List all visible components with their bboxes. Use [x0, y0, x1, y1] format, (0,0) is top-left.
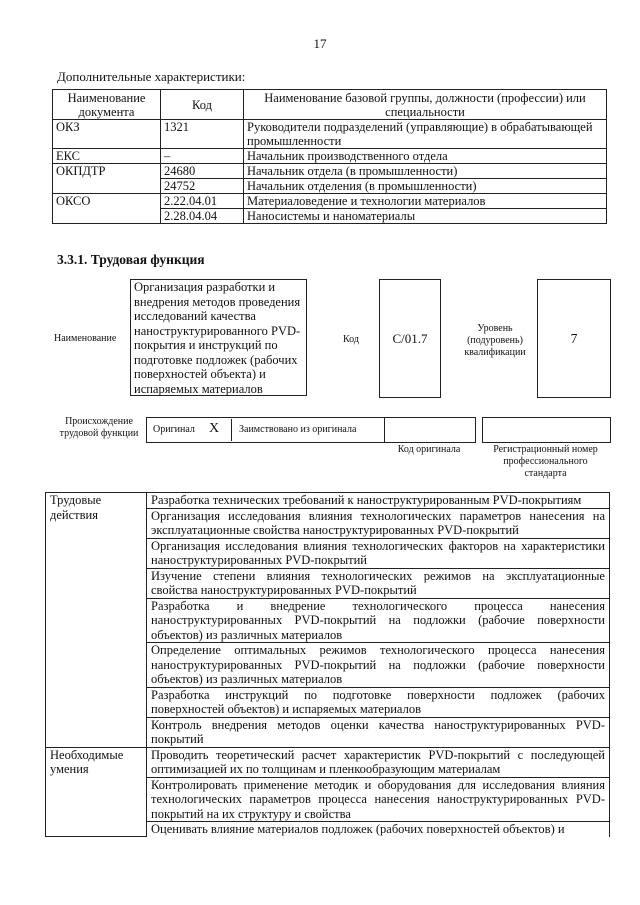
skill-item: Контролировать применение методик и оборудования для исследования влияния технологических параметров процесса нанесения наноструктурированных PVD-покрытий на их структуру и свойства — [147, 777, 610, 822]
table-row — [46, 747, 610, 777]
labor-function-table — [45, 492, 610, 837]
cell-code: 24752 — [161, 179, 244, 194]
qualification-level-box: 7 — [537, 279, 611, 398]
table-row — [53, 149, 607, 164]
origin-divider — [231, 419, 232, 441]
table-row — [53, 120, 607, 149]
qualification-level-label: Уровень (подуровень) квалификации — [464, 323, 526, 358]
labor-action-item: Контроль внедрения методов оценки качества наноструктурированных PVD-покрытий — [147, 717, 610, 747]
reg-number-box — [482, 417, 611, 443]
section-title: 3.3.1. Трудовая функция — [57, 252, 205, 267]
cell-code: 1321 — [161, 120, 244, 149]
labor-action-item: Разработка технических требований к наноструктурированным PVD-покрытиям — [147, 493, 610, 509]
code-original-caption: Код оригинала — [397, 444, 461, 455]
labor-action-item: Разработка и внедрение технологического процесса нанесения наноструктурированных PVD-покрытий на подложки (рабочие поверхности объектов) из различных материалов — [147, 598, 610, 643]
skill-item: Оценивать влияние материалов подложек (рабочих поверхностей объектов) и — [147, 822, 610, 837]
borrowed-label: Заимствовано из оригинала — [239, 424, 357, 435]
origin-label: Происхождение трудовой функции — [59, 416, 139, 439]
original-label: Оригинал — [153, 424, 195, 435]
cell-code: 2.28.04.04 — [161, 209, 244, 224]
cell-doc: ОКСО — [53, 194, 161, 224]
cell-doc: ЕКС — [53, 149, 161, 164]
function-name-label: Наименование — [54, 333, 117, 344]
labor-actions-label: Трудовые действия — [46, 493, 147, 748]
cell-name: Материаловедение и технологии материалов — [244, 194, 607, 209]
header-group-name: Наименование базовой группы, должности (профессии) или специальности — [244, 90, 607, 120]
header-code: Код — [161, 90, 244, 120]
original-mark: X — [209, 421, 220, 436]
table-row — [53, 194, 607, 209]
cell-name: Руководители подразделений (управляющие) в обрабатывающей промышленности — [244, 120, 607, 149]
skills-label: Необходимые умения — [46, 747, 147, 837]
labor-action-item: Организация исследования влияния технологических факторов на характеристики наноструктурированных PVD-покрытий — [147, 538, 610, 568]
function-name-box: Организация разработки и внедрения методов проведения исследований качества наноструктурированного PVD-покрытия и инструкций по подготовке подложек (рабочих поверхностей объекта) и испаряемых материалов — [130, 279, 307, 396]
code-label: Код — [343, 334, 359, 345]
cell-name: Начальник отдела (в промышленности) — [244, 164, 607, 179]
header-doc-name: Наименование документа — [53, 90, 161, 120]
labor-action-item: Изучение степени влияния технологических режимов на эксплуатационные свойства наноструктурированных PVD-покрытий — [147, 568, 610, 598]
page-number: 17 — [313, 36, 327, 51]
table-row — [46, 493, 610, 509]
additional-characteristics-heading: Дополнительные характеристики: — [57, 69, 246, 84]
reg-number-caption: Регистрационный номер профессионального стандарта — [493, 444, 598, 479]
labor-action-item: Организация исследования влияния технологических параметров нанесения на эксплуатационные свойства наноструктурированных PVD-покрытий — [147, 508, 610, 538]
labor-action-item: Определение оптимальных режимов технологического процесса нанесения наноструктурированных PVD-покрытий на подложки (рабочие поверхности объектов) из различных материалов — [147, 643, 610, 688]
origin-box — [146, 417, 385, 443]
table-header-row — [53, 90, 607, 120]
classification-table — [52, 89, 607, 224]
skill-item: Проводить теоретический расчет характеристик PVD-покрытий с последующей оптимизацией их по толщинам и пленкообразующим материалам — [147, 747, 610, 777]
code-original-box — [384, 417, 476, 443]
table-row — [53, 164, 607, 179]
cell-code: – — [161, 149, 244, 164]
cell-name: Наносистемы и наноматериалы — [244, 209, 607, 224]
cell-doc: ОКПДТР — [53, 164, 161, 194]
cell-name: Начальник производственного отдела — [244, 149, 607, 164]
cell-code: 2.22.04.01 — [161, 194, 244, 209]
function-code-box: С/01.7 — [379, 279, 441, 398]
cell-name: Начальник отделения (в промышленности) — [244, 179, 607, 194]
cell-doc: ОКЗ — [53, 120, 161, 149]
cell-code: 24680 — [161, 164, 244, 179]
labor-action-item: Разработка инструкций по подготовке поверхности подложек (рабочих поверхностей объектов) и испаряемых материалов — [147, 687, 610, 717]
